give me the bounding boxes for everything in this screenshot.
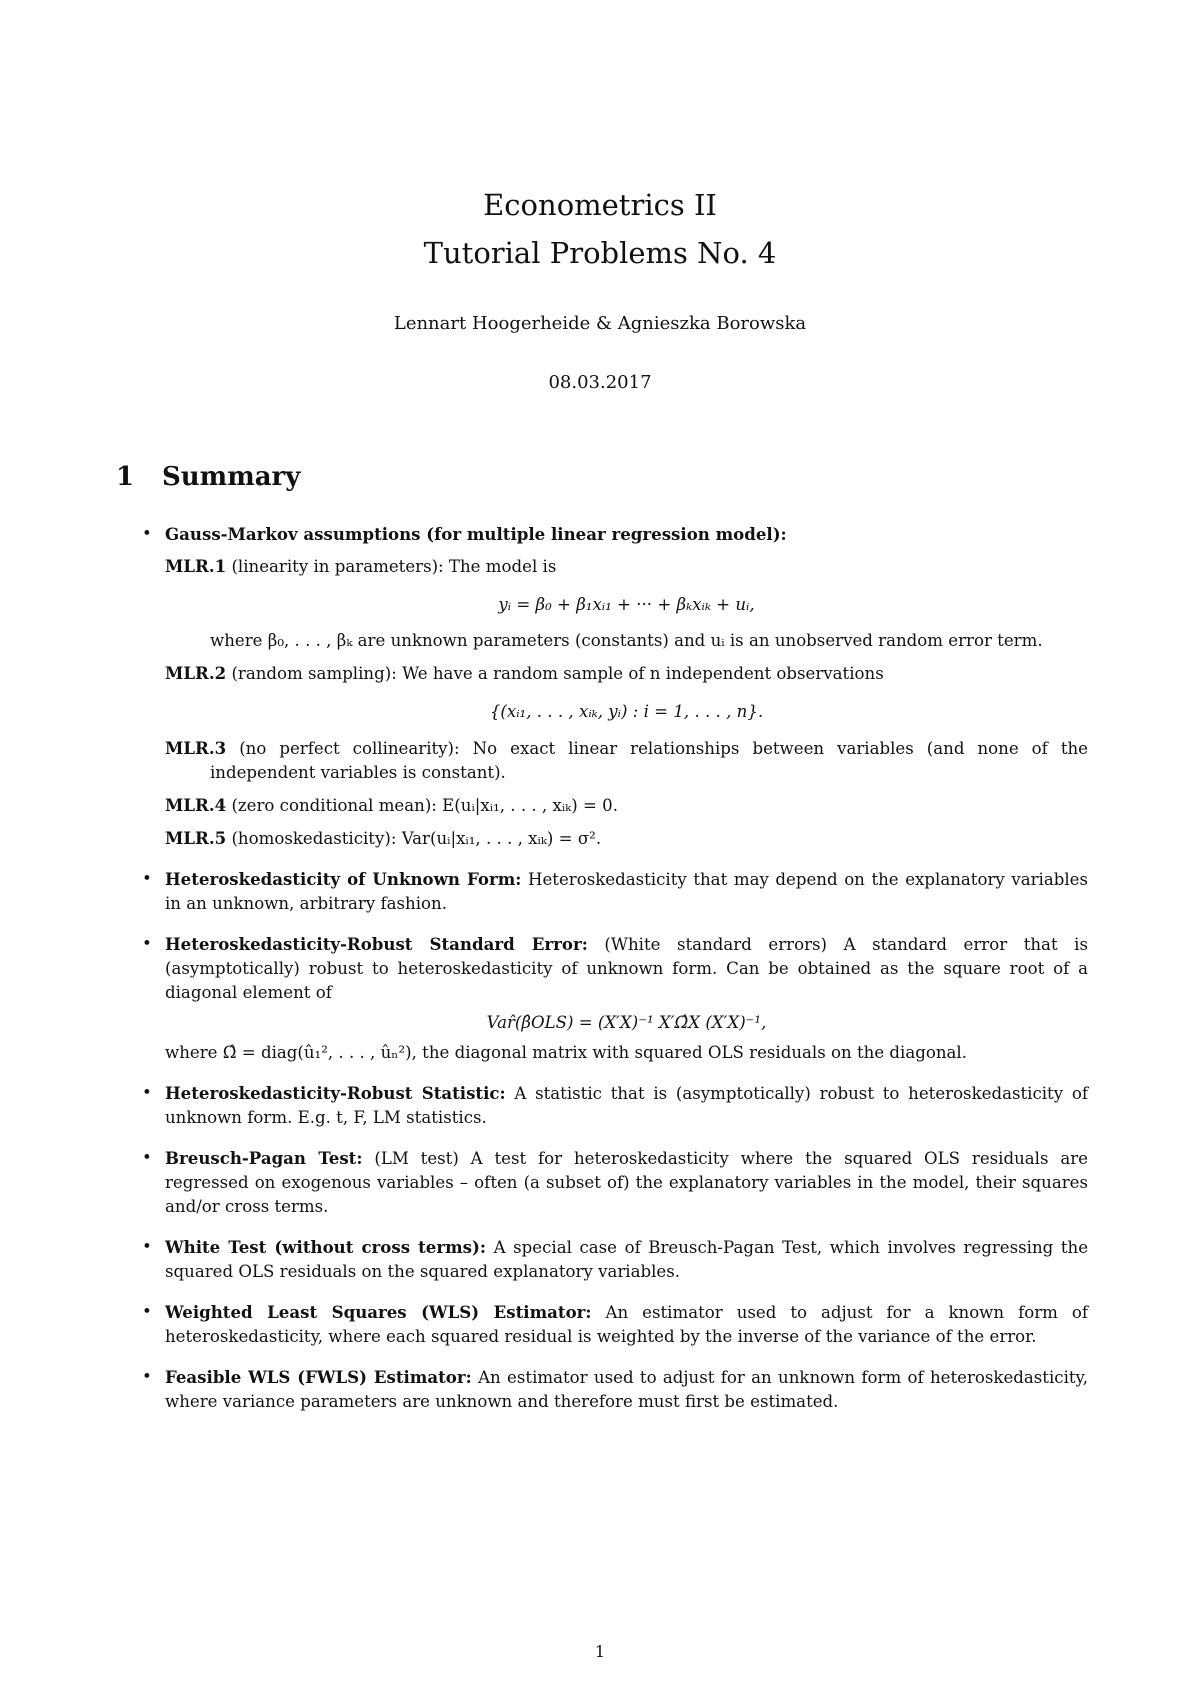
authors: Lennart Hoogerheide & Agnieszka Borowska [393,313,807,334]
bullet-dot-icon: • [142,1083,152,1102]
bullet-dot-icon: • [142,1367,152,1386]
page-number: 1 [594,1642,606,1661]
robust-variance-where: where Ω̂ = diag(û₁², . . . , ûₙ²), the diagonal matrix with squared OLS residuals on the diagonal. [165,1043,968,1062]
bullet-wls [140,1300,1088,1349]
section-heading [116,462,300,492]
bullet-dot-icon: • [142,524,152,543]
mlr2-item [165,661,1088,686]
summary-content [140,522,1088,1430]
term-breusch-pagan: Breusch-Pagan Test: [165,1148,363,1168]
mlr2-label: MLR.2 [165,663,227,683]
mlr3-label: MLR.3 [165,738,227,758]
bullet-robust-statistic [140,1081,1088,1130]
section-title: Summary [162,462,301,492]
bullet-white-test [140,1235,1088,1284]
mlr5-label: MLR.5 [165,828,227,848]
bullet-dot-icon: • [142,934,152,953]
document-subtitle: Tutorial Problems No. 4 [423,236,777,270]
mlr4-item [165,793,1088,818]
definition-breusch-pagan: (LM test) A test for heteroskedasticity where the squared OLS residuals are regressed on exogenous variables – often (a subset of) the explanatory variables in the model, their squares and/or cross terms. [165,1149,1088,1216]
definition-robust-standard-error: (White standard errors) A standard error that is (asymptotically) robust to heteroskedasticity of unknown form. Can be obtained as the square root of a diagonal element of [165,935,1088,1002]
section-number: 1 [116,462,135,492]
definition-heteroskedasticity-unknown-form: Heteroskedasticity that may depend on the explanatory variables in an unknown, arbitrary fashion. [165,870,1089,913]
bullet-fwls [140,1365,1088,1414]
bullet-dot-icon: • [142,1302,152,1321]
term-robust-standard-error: Heteroskedasticity-Robust Standard Error: [165,934,588,954]
robust-variance-equation: Var̂(β̂OLS) = (X′X)⁻¹ X′Ω̂X (X′X)⁻¹, [486,1013,767,1032]
definition-wls: An estimator used to adjust for a known form of heteroskedasticity, where each squared residual is weighted by the inverse of the variance of the error. [165,1303,1088,1346]
mlr1-text: (linearity in parameters): The model is [231,557,557,576]
mlr2-text: (random sampling): We have a random sample of n independent observations [231,664,884,683]
document-date: 08.03.2017 [548,372,652,393]
mlr1-where: where β₀, . . . , βₖ are unknown parameters (constants) and uᵢ is an unobserved random error term. [210,631,1043,650]
bullet-heteroskedasticity-unknown-form [140,867,1088,916]
term-white-test: White Test (without cross terms): [165,1237,486,1257]
gauss-markov-heading: Gauss-Markov assumptions (for multiple linear regression model): [165,524,787,544]
definition-fwls: An estimator used to adjust for an unknown form of heteroskedasticity, where variance parameters are unknown and therefore must first be estimated. [165,1368,1088,1411]
definition-white-test: A special case of Breusch-Pagan Test, which involves regressing the squared OLS residuals on the squared explanatory variables. [165,1238,1089,1281]
mlr5-item [165,826,1088,851]
mlr5-text: (homoskedasticity): Var(uᵢ|xᵢ₁, . . . , xᵢₖ) = σ². [231,829,602,848]
mlr3-item [165,736,1088,785]
bullet-breusch-pagan [140,1146,1088,1219]
term-fwls: Feasible WLS (FWLS) Estimator: [165,1367,472,1387]
mlr2-equation: {(xᵢ₁, . . . , xᵢₖ, yᵢ) : i = 1, . . . , n}. [489,702,764,721]
term-heteroskedasticity-unknown-form: Heteroskedasticity of Unknown Form: [165,869,522,889]
mlr1-equation: yᵢ = β₀ + β₁xᵢ₁ + ··· + βₖxᵢₖ + uᵢ, [498,595,755,614]
mlr4-text: (zero conditional mean): E(uᵢ|xᵢ₁, . . . , xᵢₖ) = 0. [231,796,618,815]
term-wls: Weighted Least Squares (WLS) Estimator: [165,1302,592,1322]
bullet-dot-icon: • [142,1237,152,1256]
bullet-gauss-markov [140,522,1088,851]
bullet-dot-icon: • [142,1148,152,1167]
mlr1-item [165,554,1088,579]
mlr1-label: MLR.1 [165,556,227,576]
definition-robust-statistic: A statistic that is (asymptotically) robust to heteroskedasticity of unknown form. E.g. t, F, LM statistics. [165,1084,1088,1127]
document-title: Econometrics II [483,188,717,222]
bullet-robust-standard-error [140,932,1088,1065]
bullet-dot-icon: • [142,869,152,888]
mlr3-text: (no perfect collinearity): No exact linear relationships between variables (and none of the independent variables is constant). [210,739,1089,782]
term-robust-statistic: Heteroskedasticity-Robust Statistic: [165,1083,506,1103]
mlr4-label: MLR.4 [165,795,227,815]
